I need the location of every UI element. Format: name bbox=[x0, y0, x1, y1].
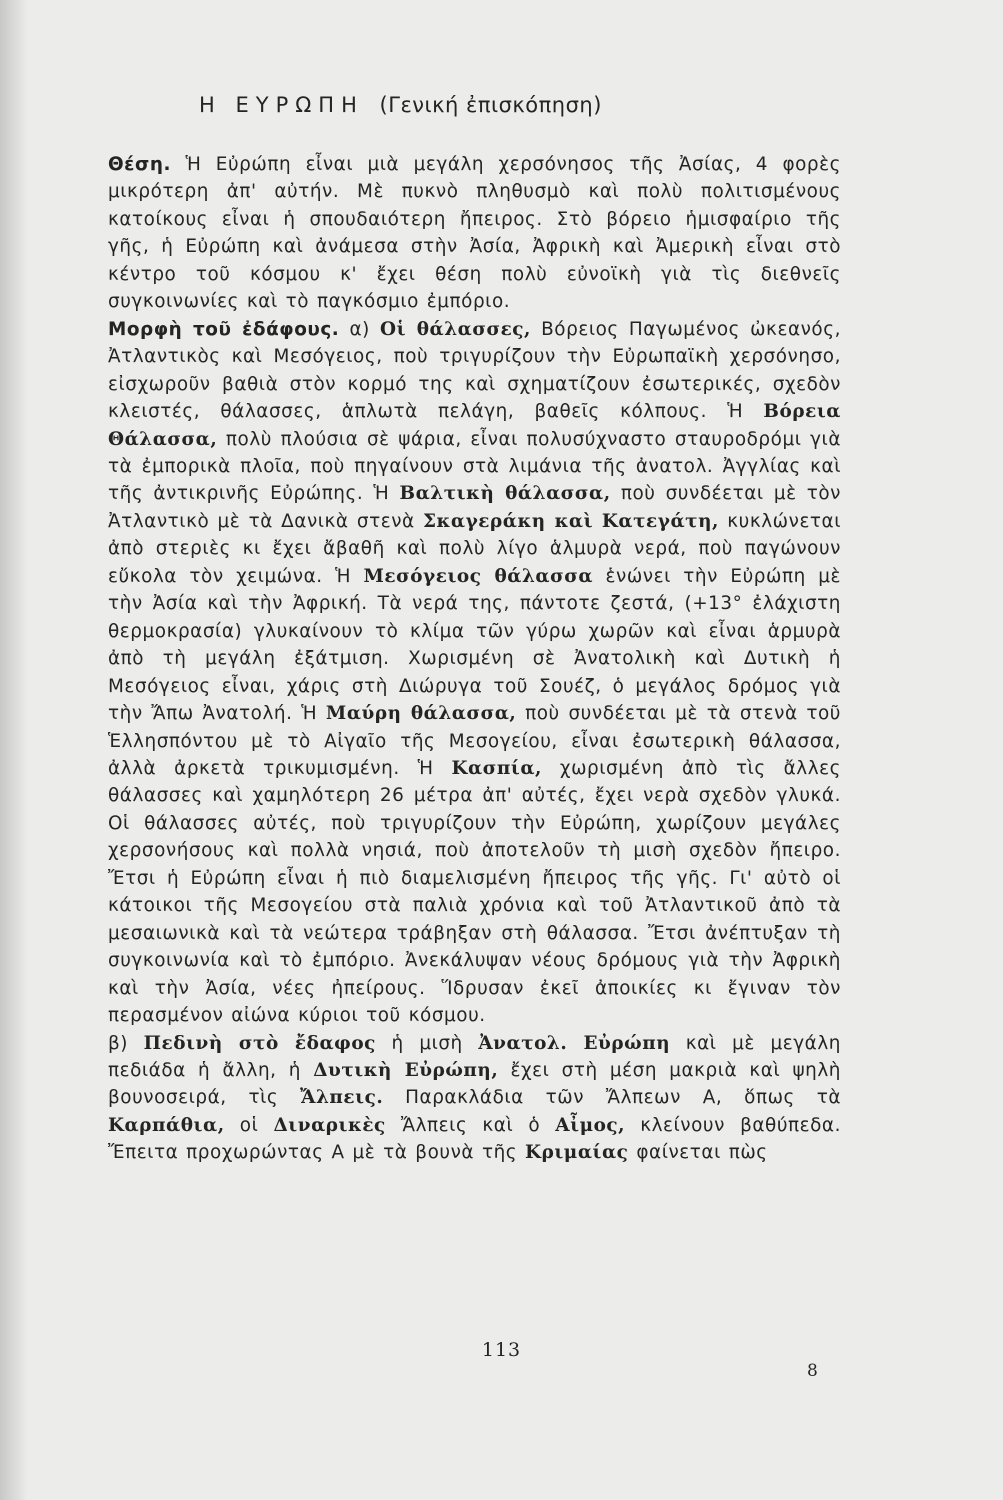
plain-text-1: β) bbox=[108, 1032, 144, 1054]
plain-term-carpathians: Καρπάθια, bbox=[108, 1114, 225, 1136]
section-label-relief: Μορφὴ τοῦ ἐδάφους. bbox=[108, 318, 340, 340]
plain-term-haemus: Αἶμος, bbox=[555, 1114, 626, 1136]
relief-text-1: α) bbox=[339, 318, 380, 340]
paragraph-position-text: Ἡ Εὐρώπη εἶναι μιὰ μεγάλη χερσόνησος τῆς Ἀσίας, 4 φορὲς μικρότερη ἀπ' αὐτήν. Μὲ πυκνὸ πληθυσμὸ καὶ πολὺ πολιτισμένους κατοίκους εἶναι ἡ σπουδαιότερη ἤπειρος. Στὸ βόρειο ἡμισφαίριο τῆς γῆς, ἡ Εὐρώπη καὶ ἀνάμεσα στὴν Ἀσία, Ἀφρικὴ καὶ Ἀμερικὴ εἶναι στὸ κέντρο τοῦ κόσμου κ' ἔχει θέση πολὺ εὐνοϊκὴ γιὰ τὶς διεθνεῖς συγκοινωνίες καὶ τὸ παγκόσμιο ἐμπόριο. bbox=[108, 154, 841, 313]
relief-term-baltic: Βαλτικὴ θάλασσα, bbox=[399, 483, 611, 505]
paragraph-plain bbox=[108, 1030, 841, 1167]
paragraph-position bbox=[108, 151, 841, 316]
relief-term-black-sea: Μαύρη θάλασσα, bbox=[325, 703, 517, 725]
relief-term-north-sea: Βόρεια Θάλασσα, bbox=[108, 401, 841, 450]
chapter-title-subtitle: (Γενική ἐπισκόπηση) bbox=[379, 93, 602, 117]
relief-text-4: ποὺ συνδέεται μὲ τὸν Ἀτλαντικὸ μὲ τὰ Δανικὰ στενὰ bbox=[108, 483, 841, 532]
relief-text-2: Βόρειος Παγωμένος ὠκεανός, Ἀτλαντικὸς καὶ Μεσόγειος, ποὺ τριγυρίζουν τὴν Εὐρωπαϊκὴ χερσόνησο, εἰσχωροῦν βαθιὰ στὸν κορμό της καὶ σχηματίζουν ἐσωτερικές, σχεδὸν κλειστές, θάλασσες, ἁπλωτὰ πελάγη, βαθεῖς κόλπους. Ἡ bbox=[108, 318, 841, 423]
page-number: 113 bbox=[481, 1339, 522, 1361]
plain-text-2: ἡ μισὴ bbox=[375, 1032, 479, 1054]
plain-text-3: καὶ μὲ μεγάλη πεδιάδα ἡ ἄλλη, ἡ bbox=[108, 1032, 841, 1081]
plain-term-west-europe: Δυτικὴ Εὐρώπη, bbox=[313, 1059, 499, 1081]
page-edge-shadow bbox=[0, 0, 28, 1500]
plain-term-alps: Ἄλπεις. bbox=[300, 1087, 384, 1109]
plain-text-9: φαίνεται πὼς bbox=[628, 1142, 768, 1164]
plain-text-6: οἱ bbox=[224, 1114, 274, 1136]
relief-text-7: ποὺ συνδέεται μὲ τὰ στενὰ τοῦ Ἑλλησπόντου μὲ τὸ Αἰγαῖο τῆς Μεσογείου, εἶναι ἐσωτερικὴ θάλασσα, ἀλλὰ ἀρκετὰ τρικυμισμένη. Ἡ bbox=[108, 703, 841, 779]
relief-text-6: ἑνώνει τὴν Εὐρώπη μὲ τὴν Ἀσία καὶ τὴν Ἀφρική. Τὰ νερά της, πάντοτε ζεστά, (+13° ἐλάχιστη θερμοκρασία) γλυκαίνουν τὸ κλίμα τῶν γύρω χωρῶν καὶ εἶναι ἁρμυρὰ ἀπὸ τὴ μεγάλη ἐξάτμιση. Χωρισμένη σὲ Ἀνατολικὴ καὶ Δυτικὴ ἡ Μεσόγειος εἶναι, χάρις στὴ Διώρυγα τοῦ Σουέζ, ὁ μεγάλος δρόμος γιὰ τὴν Ἄπω Ἀνατολή. Ἡ bbox=[108, 565, 841, 725]
plain-text-8: κλείνουν βαθύπεδα. Ἔπειτα προχωρώντας Α μὲ τὰ βουνὰ τῆς bbox=[108, 1114, 841, 1164]
plain-term-dinaric: Διναρικὲς bbox=[273, 1114, 386, 1136]
plain-text-5: Παρακλάδια τῶν Ἄλπεων Α, ὅπως τὰ bbox=[383, 1087, 842, 1109]
relief-term-caspian: Κασπία, bbox=[451, 757, 542, 779]
relief-term-straits: Σκαγεράκη καὶ Κατεγάτη, bbox=[422, 510, 719, 532]
relief-text-5: κυκλώνεται ἀπὸ στεριὲς κι ἔχει ἄβαθῆ καὶ πολὺ λίγο ἁλμυρὰ νερά, ποὺ παγώνουν εὔκολα τὸν χειμώνα. Ἡ bbox=[108, 510, 841, 587]
plain-term-crimea: Κριμαίας bbox=[525, 1142, 629, 1164]
relief-term-mediterranean: Μεσόγειος θάλασσα bbox=[363, 565, 594, 587]
paragraph-relief bbox=[108, 316, 841, 1030]
relief-text-3: πολὺ πλούσια σὲ ψάρια, εἶναι πολυσύχναστο σταυροδρόμι γιὰ τὰ ἐμπορικὰ πλοῖα, ποὺ πηγαίνουν στὰ λιμάνια τῆς ἀνατολ. Ἀγγλίας καὶ τῆς ἀντικρινῆς Εὐρώπης. Ἡ bbox=[108, 428, 841, 505]
plain-term-lowland: Πεδινὴ στὸ ἔδαφος bbox=[143, 1032, 376, 1054]
signature-mark: 8 bbox=[807, 1361, 818, 1381]
relief-term-seas: Οἱ θάλασσες, bbox=[380, 318, 532, 340]
page-content bbox=[108, 93, 841, 1167]
chapter-title bbox=[199, 93, 841, 117]
section-label-position: Θέση. bbox=[108, 154, 172, 175]
relief-text-8: χωρισμένη ἀπὸ τὶς ἄλλες θάλασσες καὶ χαμηλότερη 26 μέτρα ἀπ' αὐτές, ἔχει νερὰ σχεδὸν γλυκά. Οἱ θάλασσες αὐτές, ποὺ τριγυρίζουν τὴν Εὐρώπη, χωρίζουν μεγάλες χερσονήσους καὶ πολλὰ νησιά, ποὺ ἀποτελοῦν τὴ μισὴ σχεδὸν ἤπειρο. Ἔτσι ἡ Εὐρώπη εἶναι ἡ πιὸ διαμελισμένη ἤπειρος τῆς γῆς. Γι' αὐτὸ οἱ κάτοικοι τῆς Μεσογείου στὰ παλιὰ χρόνια καὶ τοῦ Ἀτλαντικοῦ ἀπὸ τὰ μεσαιωνικὰ καὶ τὰ νεώτερα τράβηξαν στὴ θάλασσα. Ἔτσι ἀνέπτυξαν τὴ συγκοινωνία καὶ τὸ ἐμπόριο. Ἀνεκάλυψαν νέους δρόμους γιὰ τὴν Ἀφρικὴ καὶ τὴν Ἀσία, νέες ἠπείρους. Ἵδρυσαν ἐκεῖ ἀποικίες κι ἔγιναν τὸν περασμένον αἰώνα κύριοι τοῦ κόσμου. bbox=[108, 757, 842, 1027]
plain-text-7: Ἄλπεις καὶ ὁ bbox=[385, 1114, 556, 1136]
chapter-title-main: Η ΕΥΡΩΠΗ bbox=[199, 93, 364, 117]
plain-text-4: ἔχει στὴ μέση μακριὰ καὶ ψηλὴ βουνοσειρά, τὶς bbox=[108, 1059, 841, 1109]
plain-term-east-europe: Ἀνατολ. Εὐρώπη bbox=[478, 1032, 671, 1054]
